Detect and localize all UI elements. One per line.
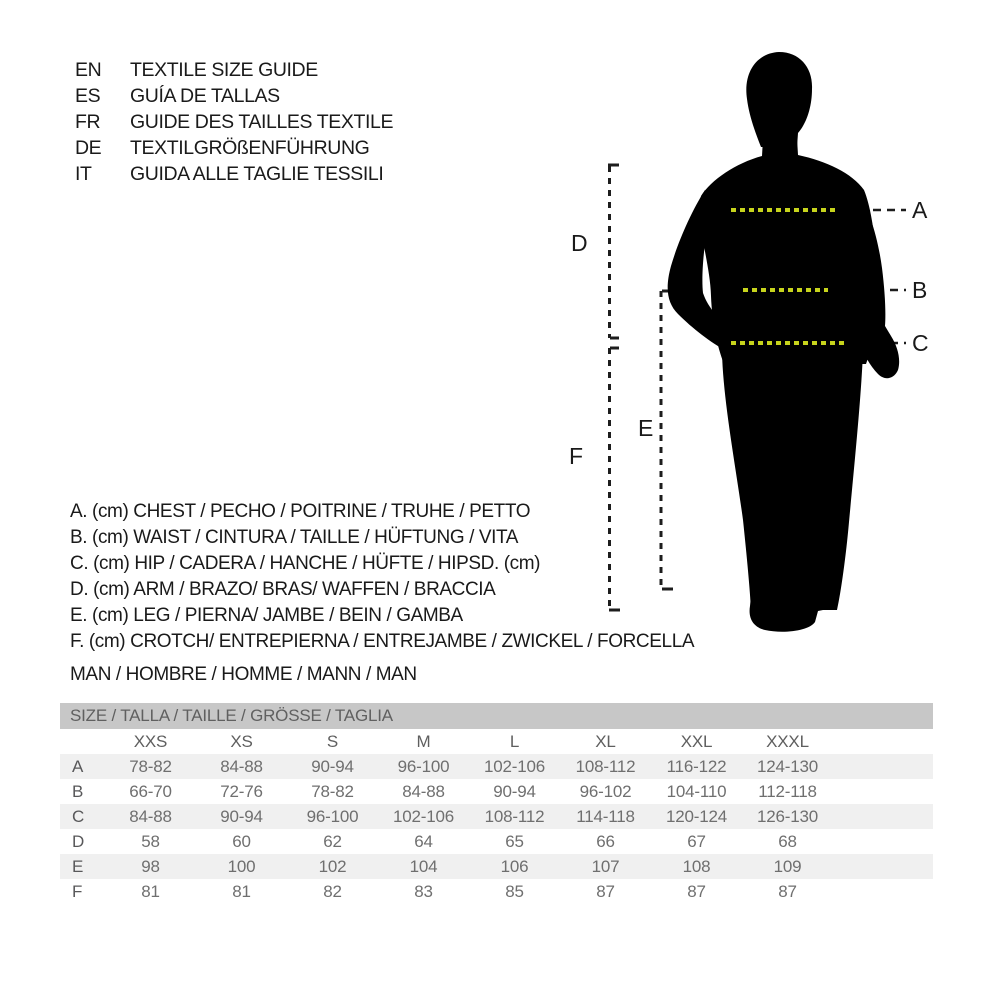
size-table-header-band: SIZE / TALLA / TAILLE / GRÖSSE / TAGLIA (60, 703, 933, 729)
size-value-cell: 108-112 (484, 806, 545, 826)
size-value-cell: 100 (227, 856, 256, 876)
language-code: IT (75, 162, 92, 185)
waist-label: B (912, 277, 927, 303)
size-value-cell: 102 (318, 856, 347, 876)
row-label: F (72, 881, 83, 901)
language-code: EN (75, 58, 102, 81)
size-value-cell: 120-124 (666, 806, 727, 826)
size-column-header: XS (230, 731, 253, 751)
language-title: GUÍA DE TALLAS (130, 84, 280, 107)
row-label: A (72, 756, 84, 776)
table-right-spacer (833, 754, 933, 779)
size-value-cell: 60 (232, 831, 251, 851)
language-title: GUIDA ALLE TAGLIE TESSILI (130, 162, 384, 185)
size-value-cell: 85 (505, 881, 524, 901)
legend-line: A. (cm) CHEST / PECHO / POITRINE / TRUHE / PETTO (70, 501, 531, 522)
size-value-cell: 124-130 (757, 756, 818, 776)
size-column-header: L (509, 731, 520, 751)
size-value-cell: 72-76 (220, 781, 263, 801)
size-value-cell: 116-122 (666, 756, 727, 776)
language-title-row (75, 135, 393, 161)
size-value-cell: 96-100 (306, 806, 359, 826)
size-table (60, 703, 933, 904)
size-value-cell: 126-130 (757, 806, 818, 826)
size-value-cell: 66 (596, 831, 615, 851)
size-value-cell: 96-102 (579, 781, 632, 801)
silhouette-feet (750, 596, 837, 632)
man-silhouette (668, 52, 899, 632)
table-right-spacer (833, 879, 933, 904)
size-value-cell: 87 (778, 881, 797, 901)
size-column-header: XXXL (766, 731, 809, 751)
size-value-cell: 62 (323, 831, 342, 851)
silhouette-head (746, 52, 812, 147)
size-value-cell: 90-94 (220, 806, 263, 826)
leg-label: E (638, 415, 653, 441)
row-label: C (72, 806, 85, 826)
size-value-cell: 78-82 (129, 756, 172, 776)
size-column-header: M (416, 731, 431, 751)
table-right-spacer (833, 829, 933, 854)
legend-line: C. (cm) HIP / CADERA / HANCHE / HÜFTE / HIPSD. (cm) (70, 553, 541, 574)
size-value-cell: 81 (141, 881, 160, 901)
table-right-spacer (833, 779, 933, 804)
size-value-cell: 66-70 (129, 781, 172, 801)
language-title: TEXTILE SIZE GUIDE (130, 58, 318, 81)
row-label: D (72, 831, 85, 851)
size-value-cell: 84-88 (220, 756, 263, 776)
size-table-row (60, 779, 933, 804)
language-title-row (75, 57, 393, 83)
size-table-row (60, 854, 933, 879)
size-value-cell: 102-106 (393, 806, 454, 826)
row-label: E (72, 856, 84, 876)
table-right-spacer (833, 854, 933, 879)
language-title: TEXTILGRÖßENFÜHRUNG (130, 136, 370, 159)
size-column-header: XXS (133, 731, 168, 751)
table-right-spacer (833, 729, 933, 754)
measurement-legend (70, 499, 694, 655)
size-value-cell: 109 (773, 856, 802, 876)
size-value-cell: 84-88 (129, 806, 172, 826)
size-value-cell: 90-94 (311, 756, 354, 776)
size-value-cell: 67 (687, 831, 706, 851)
size-table-row (60, 754, 933, 779)
language-code: DE (75, 136, 102, 159)
size-value-cell: 96-100 (397, 756, 450, 776)
size-value-cell: 90-94 (493, 781, 536, 801)
language-code: FR (75, 110, 101, 133)
legend-line: D. (cm) ARM / BRAZO/ BRAS/ WAFFEN / BRACCIA (70, 579, 496, 600)
arm-label: D (571, 230, 588, 256)
row-label: B (72, 781, 84, 801)
size-table-row (60, 804, 933, 829)
size-value-cell: 64 (414, 831, 433, 851)
size-value-cell: 78-82 (311, 781, 354, 801)
size-value-cell: 112-118 (758, 781, 817, 801)
size-value-cell: 82 (323, 881, 342, 901)
language-title-row (75, 83, 393, 109)
size-column-header: XL (595, 731, 616, 751)
size-value-cell: 87 (687, 881, 706, 901)
size-table-row (60, 879, 933, 904)
size-value-cell: 108-112 (575, 756, 636, 776)
chest-label: A (912, 197, 927, 223)
size-value-cell: 81 (232, 881, 251, 901)
legend-line: F. (cm) CROTCH/ ENTREPIERNA / ENTREJAMBE / ZWICKEL / FORCELLA (70, 631, 695, 652)
legend-line: E. (cm) LEG / PIERNA/ JAMBE / BEIN / GAMBA (70, 605, 463, 626)
size-table-column-headers (60, 729, 933, 754)
size-value-cell: 68 (778, 831, 797, 851)
size-value-cell: 98 (141, 856, 160, 876)
size-value-cell: 104-110 (666, 781, 727, 801)
language-title: GUIDE DES TAILLES TEXTILE (130, 110, 394, 133)
size-value-cell: 83 (414, 881, 433, 901)
table-right-spacer (833, 804, 933, 829)
language-title-row (75, 161, 393, 187)
size-value-cell: 58 (141, 831, 160, 851)
size-value-cell: 84-88 (402, 781, 445, 801)
size-value-cell: 106 (500, 856, 529, 876)
language-title-block (75, 57, 393, 187)
size-value-cell: 102-106 (484, 756, 545, 776)
legend-line: B. (cm) WAIST / CINTURA / TAILLE / HÜFTUNG / VITA (70, 527, 519, 548)
hip-label: C (912, 330, 929, 356)
language-code: ES (75, 84, 101, 107)
size-column-header: XXL (680, 731, 713, 751)
size-value-cell: 87 (596, 881, 615, 901)
size-value-cell: 114-118 (576, 806, 635, 826)
size-table-row (60, 829, 933, 854)
size-value-cell: 108 (682, 856, 711, 876)
size-value-cell: 65 (505, 831, 524, 851)
gender-line: MAN / HOMBRE / HOMME / MANN / MAN (70, 664, 417, 685)
language-title-row (75, 109, 393, 135)
crotch-label: F (569, 443, 583, 469)
silhouette-legs (722, 352, 863, 610)
size-value-cell: 107 (591, 856, 620, 876)
size-value-cell: 104 (409, 856, 438, 876)
size-column-header: S (326, 731, 339, 751)
